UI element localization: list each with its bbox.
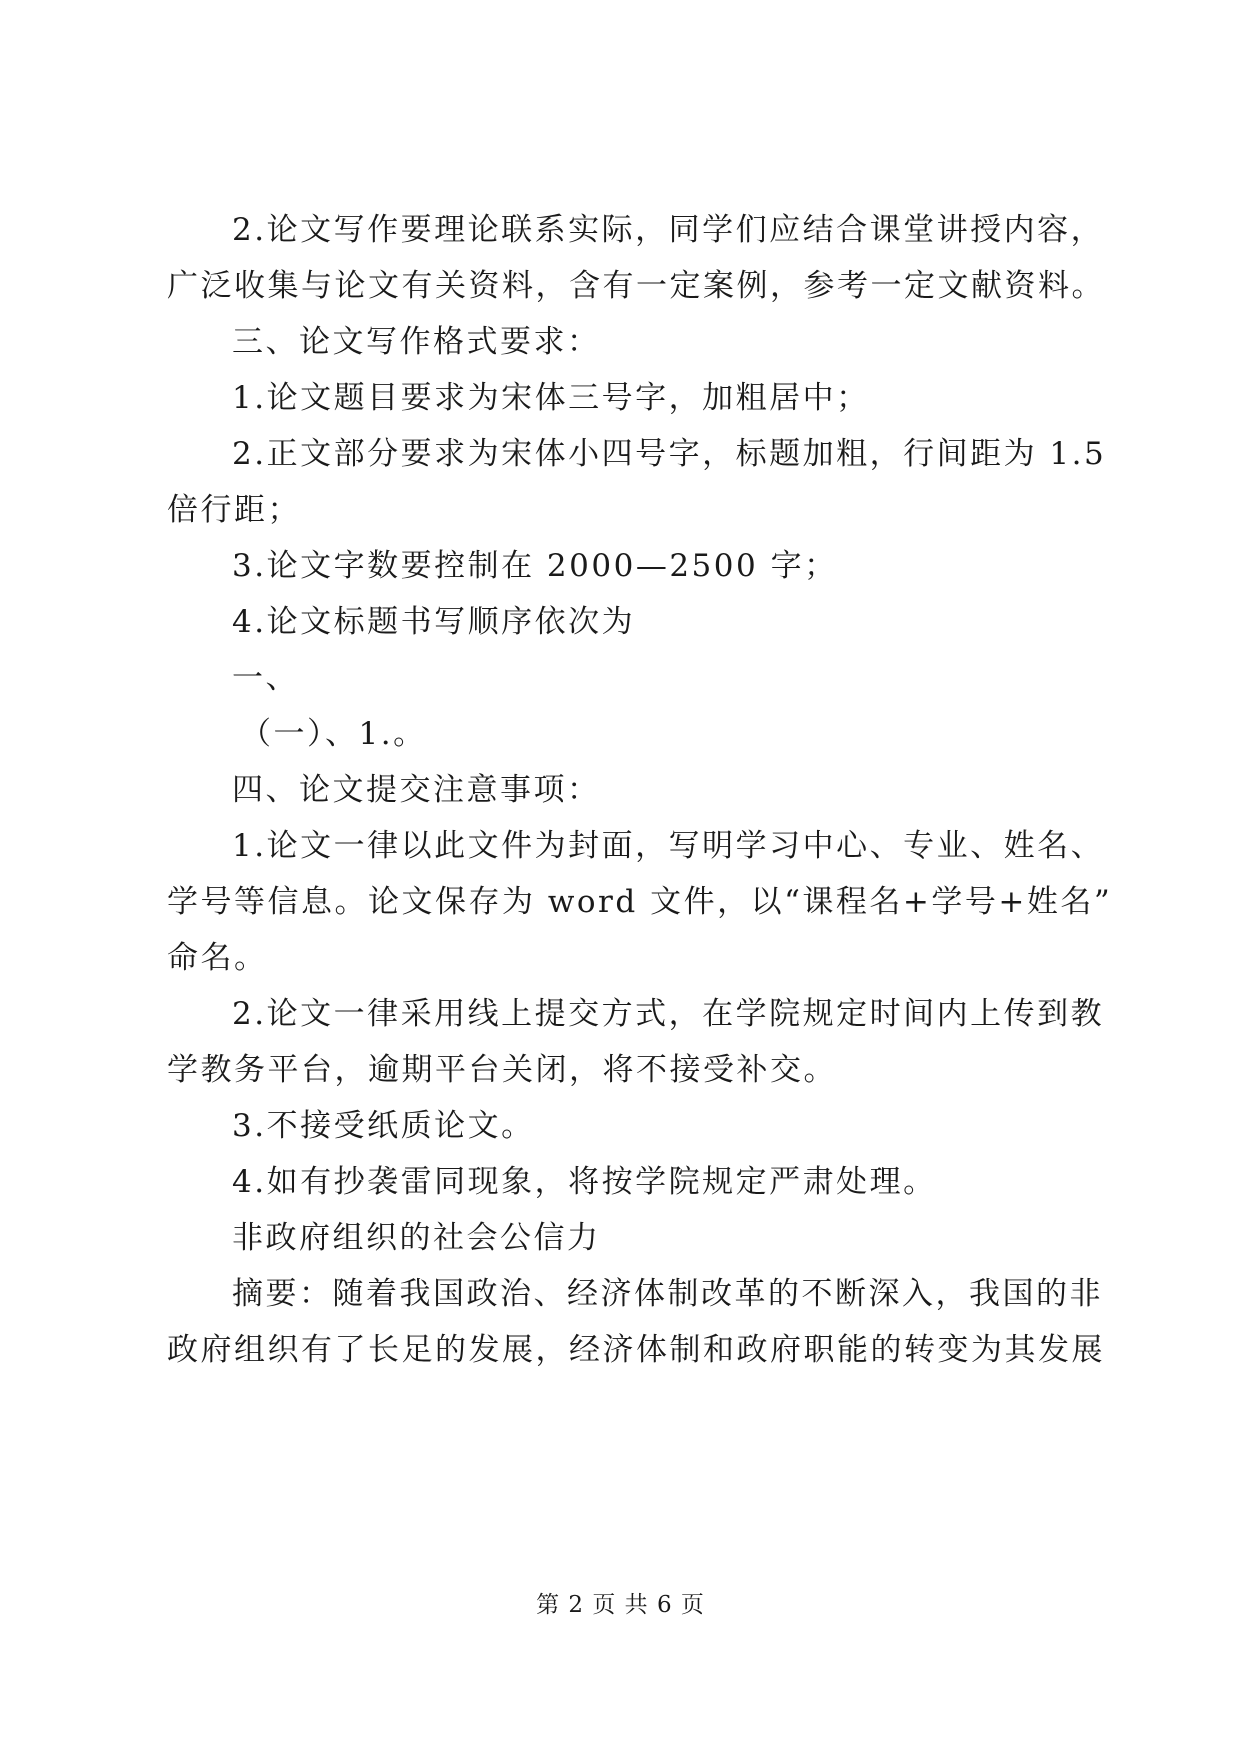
- list-item: 3.论文字数要控制在 2000—2500 字；: [232, 548, 838, 584]
- section-heading: 四、论文提交注意事项：: [232, 772, 601, 808]
- list-item-continuation: 学教务平台，逾期平台关闭，将不接受补交。: [167, 1052, 837, 1088]
- list-item: 2.正文部分要求为宋体小四号字，标题加粗，行间距为 1.5: [232, 436, 1107, 472]
- heading-level-1-sample: 一、: [232, 660, 299, 696]
- paragraph-line: 广泛收集与论文有关资料，含有一定案例，参考一定文献资料。: [167, 268, 1105, 304]
- list-item: 4.论文标题书写顺序依次为: [232, 604, 636, 640]
- list-item: 1.论文一律以此文件为封面，写明学习中心、专业、姓名、: [232, 828, 1105, 864]
- paragraph-line: 2.论文写作要理论联系实际，同学们应结合课堂讲授内容，: [232, 212, 1105, 248]
- heading-level-2-sample: （一）、1.。: [240, 716, 427, 752]
- section-heading: 三、论文写作格式要求：: [232, 324, 601, 360]
- list-item: 2.论文一律采用线上提交方式，在学院规定时间内上传到教: [232, 996, 1105, 1032]
- list-item-continuation: 倍行距；: [167, 492, 301, 528]
- article-title: 非政府组织的社会公信力: [232, 1220, 601, 1256]
- abstract-line: 摘要：随着我国政治、经济体制改革的不断深入，我国的非: [232, 1276, 1103, 1312]
- list-item-continuation: 命名。: [167, 940, 268, 976]
- list-item: 3.不接受纸质论文。: [232, 1108, 535, 1144]
- list-item-continuation: 学号等信息。论文保存为 word 文件，以“课程名+学号+姓名”: [167, 884, 1113, 920]
- abstract-line: 政府组织有了长足的发展，经济体制和政府职能的转变为其发展: [167, 1332, 1105, 1368]
- list-item: 1.论文题目要求为宋体三号字，加粗居中；: [232, 380, 870, 416]
- page-number-footer: 第 2 页 共 6 页: [536, 1592, 705, 1618]
- list-item: 4.如有抄袭雷同现象，将按学院规定严肃处理。: [232, 1164, 937, 1200]
